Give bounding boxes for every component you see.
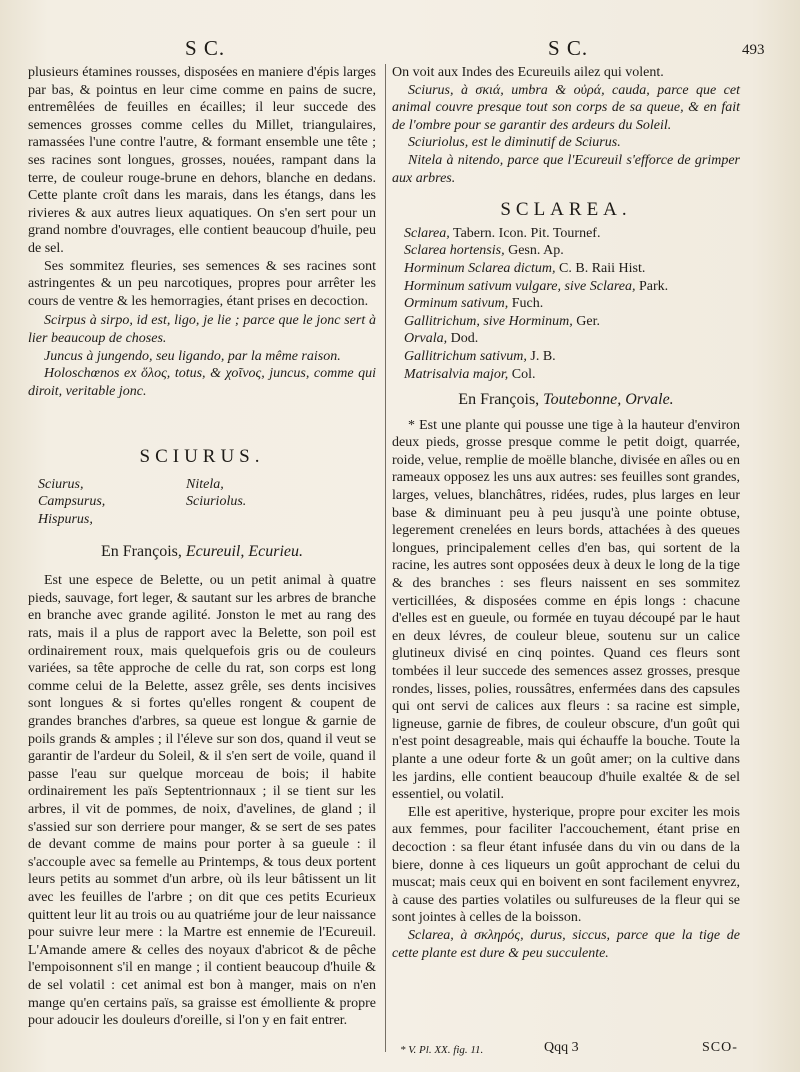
etymology-line: Sclarea, à σκληρός, durus, siccus, parce que la tige de cette plante est dure & peu succulente. bbox=[392, 927, 740, 961]
signature-mark: Qqq 3 bbox=[544, 1040, 579, 1055]
paragraph: Elle est aperitive, hysterique, propre pour exciter les mois aux femmes, pour faciliter l'accouchement, étant prise en decoction : sa fleur étant infusée dans du vin ou dans de la biere, donne à ces liqueurs un goût approchant de celui du muscat; mais ceux qui en boivent en sont facilement enyvrez, à cause des parties volatiles ou sulfureuses de la fleur qui se sont jointes à celles de la boisson. bbox=[392, 804, 740, 926]
french-name: Ecurieu. bbox=[248, 542, 304, 560]
synonym: Matrisalvia major, Col. bbox=[404, 366, 536, 382]
paragraph: Ses sommitez fleuries, ses semences & ses racines sont astringentes & un peu narcotiques, propres pour arrêter les cours de ventre & les hemorragies, étant prises en decoction. bbox=[28, 258, 376, 309]
etymology-line: Holoschœnos ex ὅλος, totus, & χοῖνος, juncus, comme qui diroit, veritable jonc. bbox=[28, 366, 376, 399]
french-name-line bbox=[28, 543, 376, 561]
catchword: SCO- bbox=[702, 1040, 738, 1055]
etymology-line: Sciuriolus, est le diminutif de Sciurus. bbox=[408, 135, 621, 151]
etymology-line: Scirpus à sirpo, id est, ligo, je lie ; parce que le jonc sert à lier beaucoup de choses. bbox=[28, 313, 376, 346]
synonym: Sclarea hortensis, Gesn. Ap. bbox=[404, 243, 564, 259]
synonym: Gallitrichum, sive Horminum, Ger. bbox=[404, 313, 600, 329]
french-name: Ecureuil, bbox=[185, 542, 245, 560]
synonym-column bbox=[186, 476, 346, 529]
french-name-line bbox=[392, 391, 740, 409]
footnote: * V. Pl. XX. fig. 11. bbox=[400, 1044, 484, 1056]
synonym-list bbox=[392, 225, 740, 383]
etymology-line: Nitela à nitendo, parce que l'Ecureuil s'efforce de grimper aux arbres. bbox=[392, 152, 740, 186]
paragraph: plusieurs étamines rousses, disposées en maniere d'épis larges par bas, & pointus en leur cime comme en pains de sucre, entremêlées de feuilles en écailles; il leur succede des semences grosses comme celles du Millet, triangulaires, ramassées l'une contre l'autre, & formant ensemble une tête ; ses racines sont longues, grosses, nouées, rampant dans la terre, de couleur rouge-brune en dehors, blanche en dedans. Cette plante croît dans les marais, dans les étangs, dans les rivieres & aux autres lieux aquatiques. On s'en sert pour un grand nombre d'ouvrages, elle contient beaucoup d'huile, peu de sel. bbox=[28, 65, 376, 256]
french-name: Orvale. bbox=[625, 391, 674, 409]
synonym: Horminum Sclarea dictum, C. B. Raii Hist. bbox=[404, 260, 646, 276]
section-title-sciurus: SCIURUS. bbox=[139, 446, 265, 468]
synonym: Sciuriolus. bbox=[186, 494, 247, 510]
synonym: Campsurus, bbox=[38, 494, 106, 510]
synonym: Hispurus, bbox=[38, 512, 93, 528]
french-name: Toutebonne, bbox=[543, 391, 622, 409]
synonym-list bbox=[28, 476, 376, 529]
french-prefix: En François, bbox=[100, 542, 182, 560]
right-column bbox=[392, 64, 740, 962]
page-header bbox=[0, 36, 800, 66]
running-head-right: S C. bbox=[548, 36, 589, 60]
paragraph: * Est une plante qui pousse une tige à la hauteur d'environ deux pieds, grosse presque comme le petit doigt, quarrée, roide, velue, remplie de moëlle blanche, divisée en aîles ou en rameaux opposez les uns aux autres: ses feuilles sont grandes, larges, velues, blanchâtres, ridées, rudes, plus larges en leur base & diminuant peu à peu jusqu'à une pointe obtuse, legerement crenelées en leurs bords, attachées à des queues longues, principalement celles d'en bas, qui sortent de la racine, les autres sont opposées deux à deux le long de la tige & des branches : ses fleurs naissent en ses sommitez verticillées, & disposées comme en épis longs : chacune d'elles est en gueule, ou formée en tuyau découpé par le haut en deux lévres, de couleur bleue, soutenu sur un calice glutineux divisé en cinq pointes. Quand ces fleurs sont tombées il leur succede des semences assez grosses, presque rondes, lisses, polies, roussâtres, enfermées dans des capsules qui ont servi de calices aux fleurs : sa racine est simple, ligneuse, garnie de fibres, de couleur obscure, d'un goût qui n'est point desagreable, mais qui échauffe la bouche. Toute la plante a une odeur forte & un goût amer; on la cultive dans les jardins, elle contient beaucoup d'huile exaltée & de sel essentiel, ou volatil. bbox=[392, 417, 740, 803]
synonym: Gallitrichum sativum, J. B. bbox=[404, 348, 556, 364]
synonym: Sciurus, bbox=[38, 476, 84, 492]
synonym: Orminum sativum, Fuch. bbox=[404, 296, 544, 312]
column-divider bbox=[385, 64, 386, 1052]
synonym: Horminum sativum vulgare, sive Sclarea, Park. bbox=[404, 278, 669, 294]
synonym: Orvala, Dod. bbox=[404, 331, 479, 347]
running-head-left: S C. bbox=[185, 36, 226, 60]
section-title-sclarea: SCLAREA. bbox=[500, 199, 632, 221]
synonym: Sclarea, Tabern. Icon. Pit. Tournef. bbox=[404, 225, 601, 241]
french-prefix: En François, bbox=[458, 391, 540, 409]
synonym: Nitela, bbox=[186, 476, 224, 492]
etymology-line: Sciurus, à σκιά, umbra & οὐρά, cauda, parce que cet animal couvre presque tout son corps de sa queue, & en fait de l'ombre pour se garantir des ardeurs du Soleil. bbox=[392, 82, 740, 133]
paragraph: Est une espece de Belette, ou un petit animal à quatre pieds, sauvage, fort leger, & sautant sur les arbres de branche en branche avec grande agilité. Jonston le met au rang des rats, mais il a plus de rapport avec la Belette, son poil est ordinairement roux, mais quelquefois gris ou de couleurs variées, sa tête approche de celle du rat, son corps est long comme celui de la Belette, assez grêle, ses dents incisives sont longues & si fortes qu'elles rongent & coupent de grandes branches d'arbres, sa queue est longue & garnie de poils grands & amples ; il l'éleve sur son dos, quand il veut se garantir de l'ardeur du Soleil, & il s'en sert de voile, quand il passe l'eau sur quelque morceau de bois; il habite ordinairement les païs Septentrionnaux ; il se tient sur les arbres, il vit de pommes, de noix, d'avelines, de gland ; il s'assied sur son derriere pour manger, & se sert de ses pates de devant comme de mains pour porter à sa gueule : il s'accouple avec sa femelle au Printemps, & tous deux portent leurs petits au sommet d'un arbre, où ils leur bâtissent un lit avec les feuilles de l'arbre ; on dit que ces petits Ecurieux quittent leur lit au trois ou au quatriéme jour de leur naissance pour suivre leur mere : la Martre est ennemie de l'Ecureuil. L'Amande amere & celles des noyaux d'abricot & de pêche l'empoisonnent s'il en mange ; il contient beaucoup d'huile & de sel volatil : cet animal est bon à manger, mais on n'en mange qu'en certains païs, sa graisse est émolliente & propre pour adoucir les douleurs d'oreille, si l'on y en fait entrer. bbox=[28, 573, 376, 1029]
page-number: 493 bbox=[742, 42, 765, 58]
synonym-column bbox=[38, 476, 186, 529]
left-column bbox=[28, 64, 376, 1030]
etymology-line: Juncus à jungendo, seu ligando, par la même raison. bbox=[44, 348, 341, 364]
paragraph: On voit aux Indes des Ecureuils ailez qui volent. bbox=[392, 65, 664, 80]
